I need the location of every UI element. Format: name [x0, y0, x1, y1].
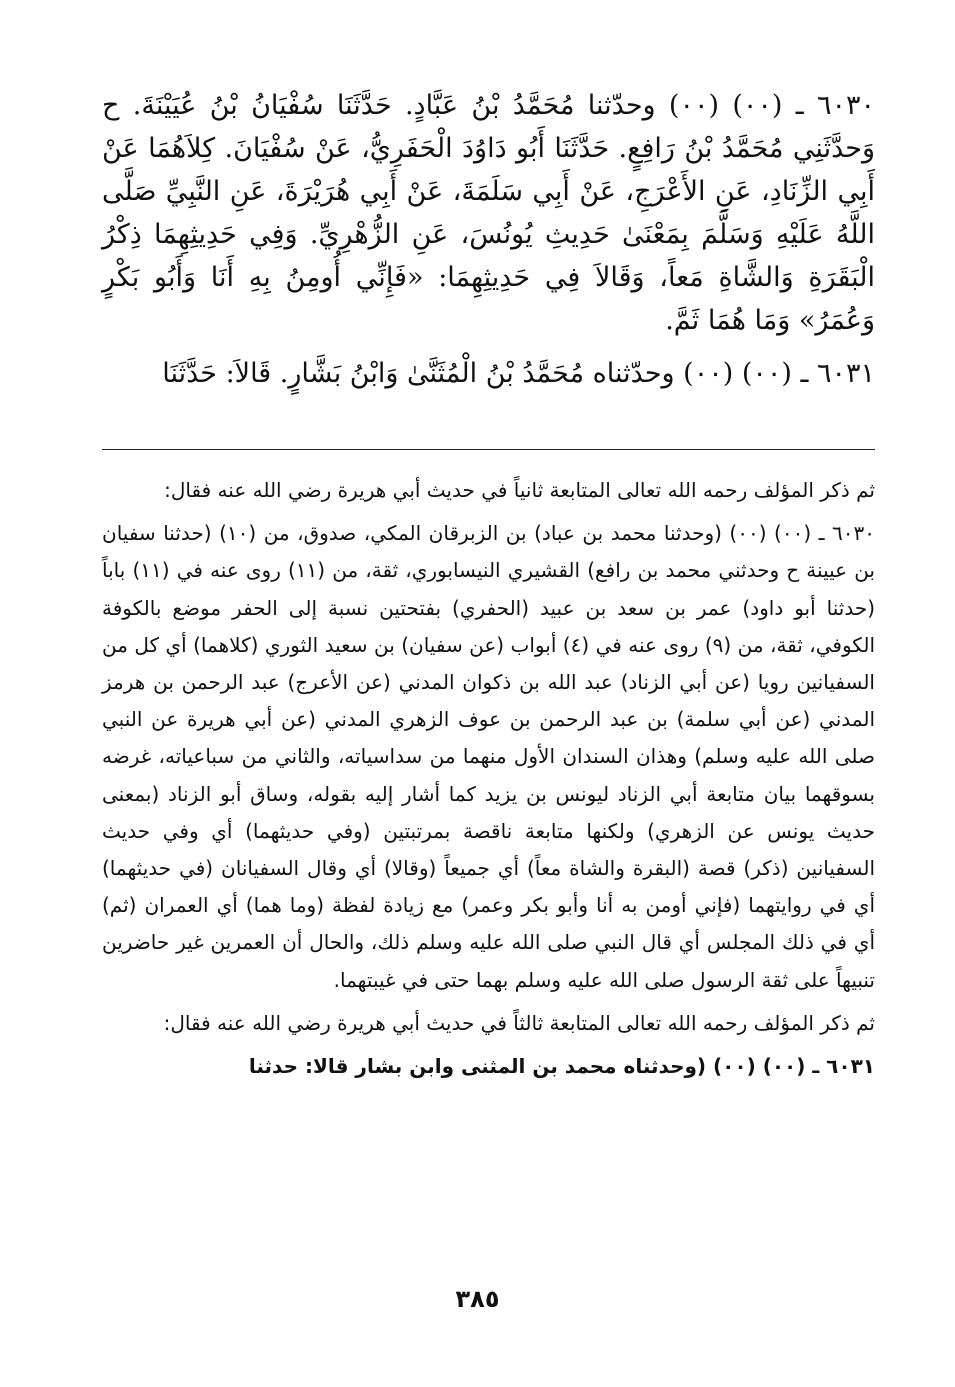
commentary-6030: ٦٠٣٠ ـ (٠٠) (٠٠) (وحدثنا محمد بن عباد) بن الزبرقان المكي، صدوق، من (١٠) (حدثنا سفيان بن عيينة ح وحدثني محمد بن رافع) القشيري النيسابوري، ثقة، من (١١) روى عنه في (١١) باباً (حدثنا أبو داود) عمر بن سعد بن عبيد (الحفري) بفتحتين نسبة إلى الحفر موضع بالكوفة الكوفي، ثقة، من (٩) روى عنه في (٤) أبواب (عن سفيان) بن سعيد الثوري (كلاهما) أي كل من السفيانين رويا (عن أبي الزناد) عبد الله بن ذكوان المدني (عن الأعرج) عبد الرحمن بن هرمز المدني (عن أبي سلمة) بن عبد الرحمن بن عوف الزهري المدني (عن أبي هريرة عن النبي صلى الله عليه وسلم) وهذان السندان الأول منهما من سداسياته، والثاني من سباعياته، غرضه بسوقهما بيان متابعة أبي الزناد ليونس بن يزيد كما أشار إليه بقوله، وساق أبو الزناد (بمعنى حديث يونس عن الزهري) ولكنها متابعة ناقصة بمرتبتين (وفي حديثهما) أي وفي حديث السفيانين (ذكر) قصة (البقرة والشاة معاً) أي جميعاً (وقالا) أي وقال السفيانان (في حديثهما) أي في روايتهما (فإني أومن به أنا وأبو بكر وعمر) مع زيادة لفظة (وما هما) أي العمران (ثم) أي في ذلك المجلس أي قال النبي صلى الله عليه وسلم ذلك، والحال أن العمرين غير حاضرين تنبيهاً على ثقة الرسول صلى الله عليه وسلم بهما حتى في غيبتهما. — [102, 521, 876, 992]
commentary-section — [102, 472, 875, 1085]
hadith-6031: ٦٠٣١ ـ (٠٠) (٠٠) وحدّثناه مُحَمَّدُ بْنُ الْمُثَنَّىٰ وَابْنُ بَشَّارٍ. قَالاَ: حَدَّثَنَا — [162, 358, 875, 389]
commentary-intro-1: ثم ذكر المؤلف رحمه الله تعالى المتابعة ثانياً في حديث أبي هريرة رضي الله عنه فقال: — [164, 478, 875, 502]
commentary-6031: ٦٠٣١ ـ (٠٠) (٠٠) (وحدثناه محمد بن المثنى وابن بشار قالا: حدثنا — [248, 1054, 875, 1079]
hadith-6030: ٦٠٣٠ ـ (٠٠) (٠٠) وحدّثنا مُحَمَّدُ بْنُ عَبَّادٍ. حَدَّثَنَا سُفْيَانُ بْنُ عُيَيْنَةَ. ح وَحدَّثَنِي مُحَمَّدُ بْنُ رَافِعٍ. حَدَّثَنَا أَبُو دَاوُدَ الْحَفَرِيُّ، عَنْ سُفْيَانَ. كِلاَهُمَا عَنْ أَبِي الزِّنَادِ، عَنِ الأَعْرَجِ، عَنْ أَبِي سَلَمَةَ، عَنْ أَبِي هُرَيْرَةَ، عَنِ النَّبِيِّ صَلَّى اللَّهُ عَلَيْهِ وَسَلَّمَ بِمَعْنَىٰ حَدِيثِ يُونُسَ، عَنِ الزُّهْرِيِّ. وَفِي حَدِيثِهِمَا ذِكْرُ الْبَقَرَةِ وَالشَّاةِ مَعاً، وَقَالاَ فِي حَدِيثِهِمَا: «فَإِنِّي أُومِنُ بِهِ أَنَا وَأَبُو بَكْرٍ وَعُمَرُ» وَمَا هُمَا ثَمَّ. — [102, 90, 876, 336]
footnote-separator — [102, 449, 875, 450]
page-number: ٣٨٥ — [455, 1285, 500, 1313]
commentary-intro-2: ثم ذكر المؤلف رحمه الله تعالى المتابعة ثالثاً في حديث أبي هريرة رضي الله عنه فقال: — [163, 1010, 875, 1035]
hadith-text-section — [102, 84, 875, 395]
